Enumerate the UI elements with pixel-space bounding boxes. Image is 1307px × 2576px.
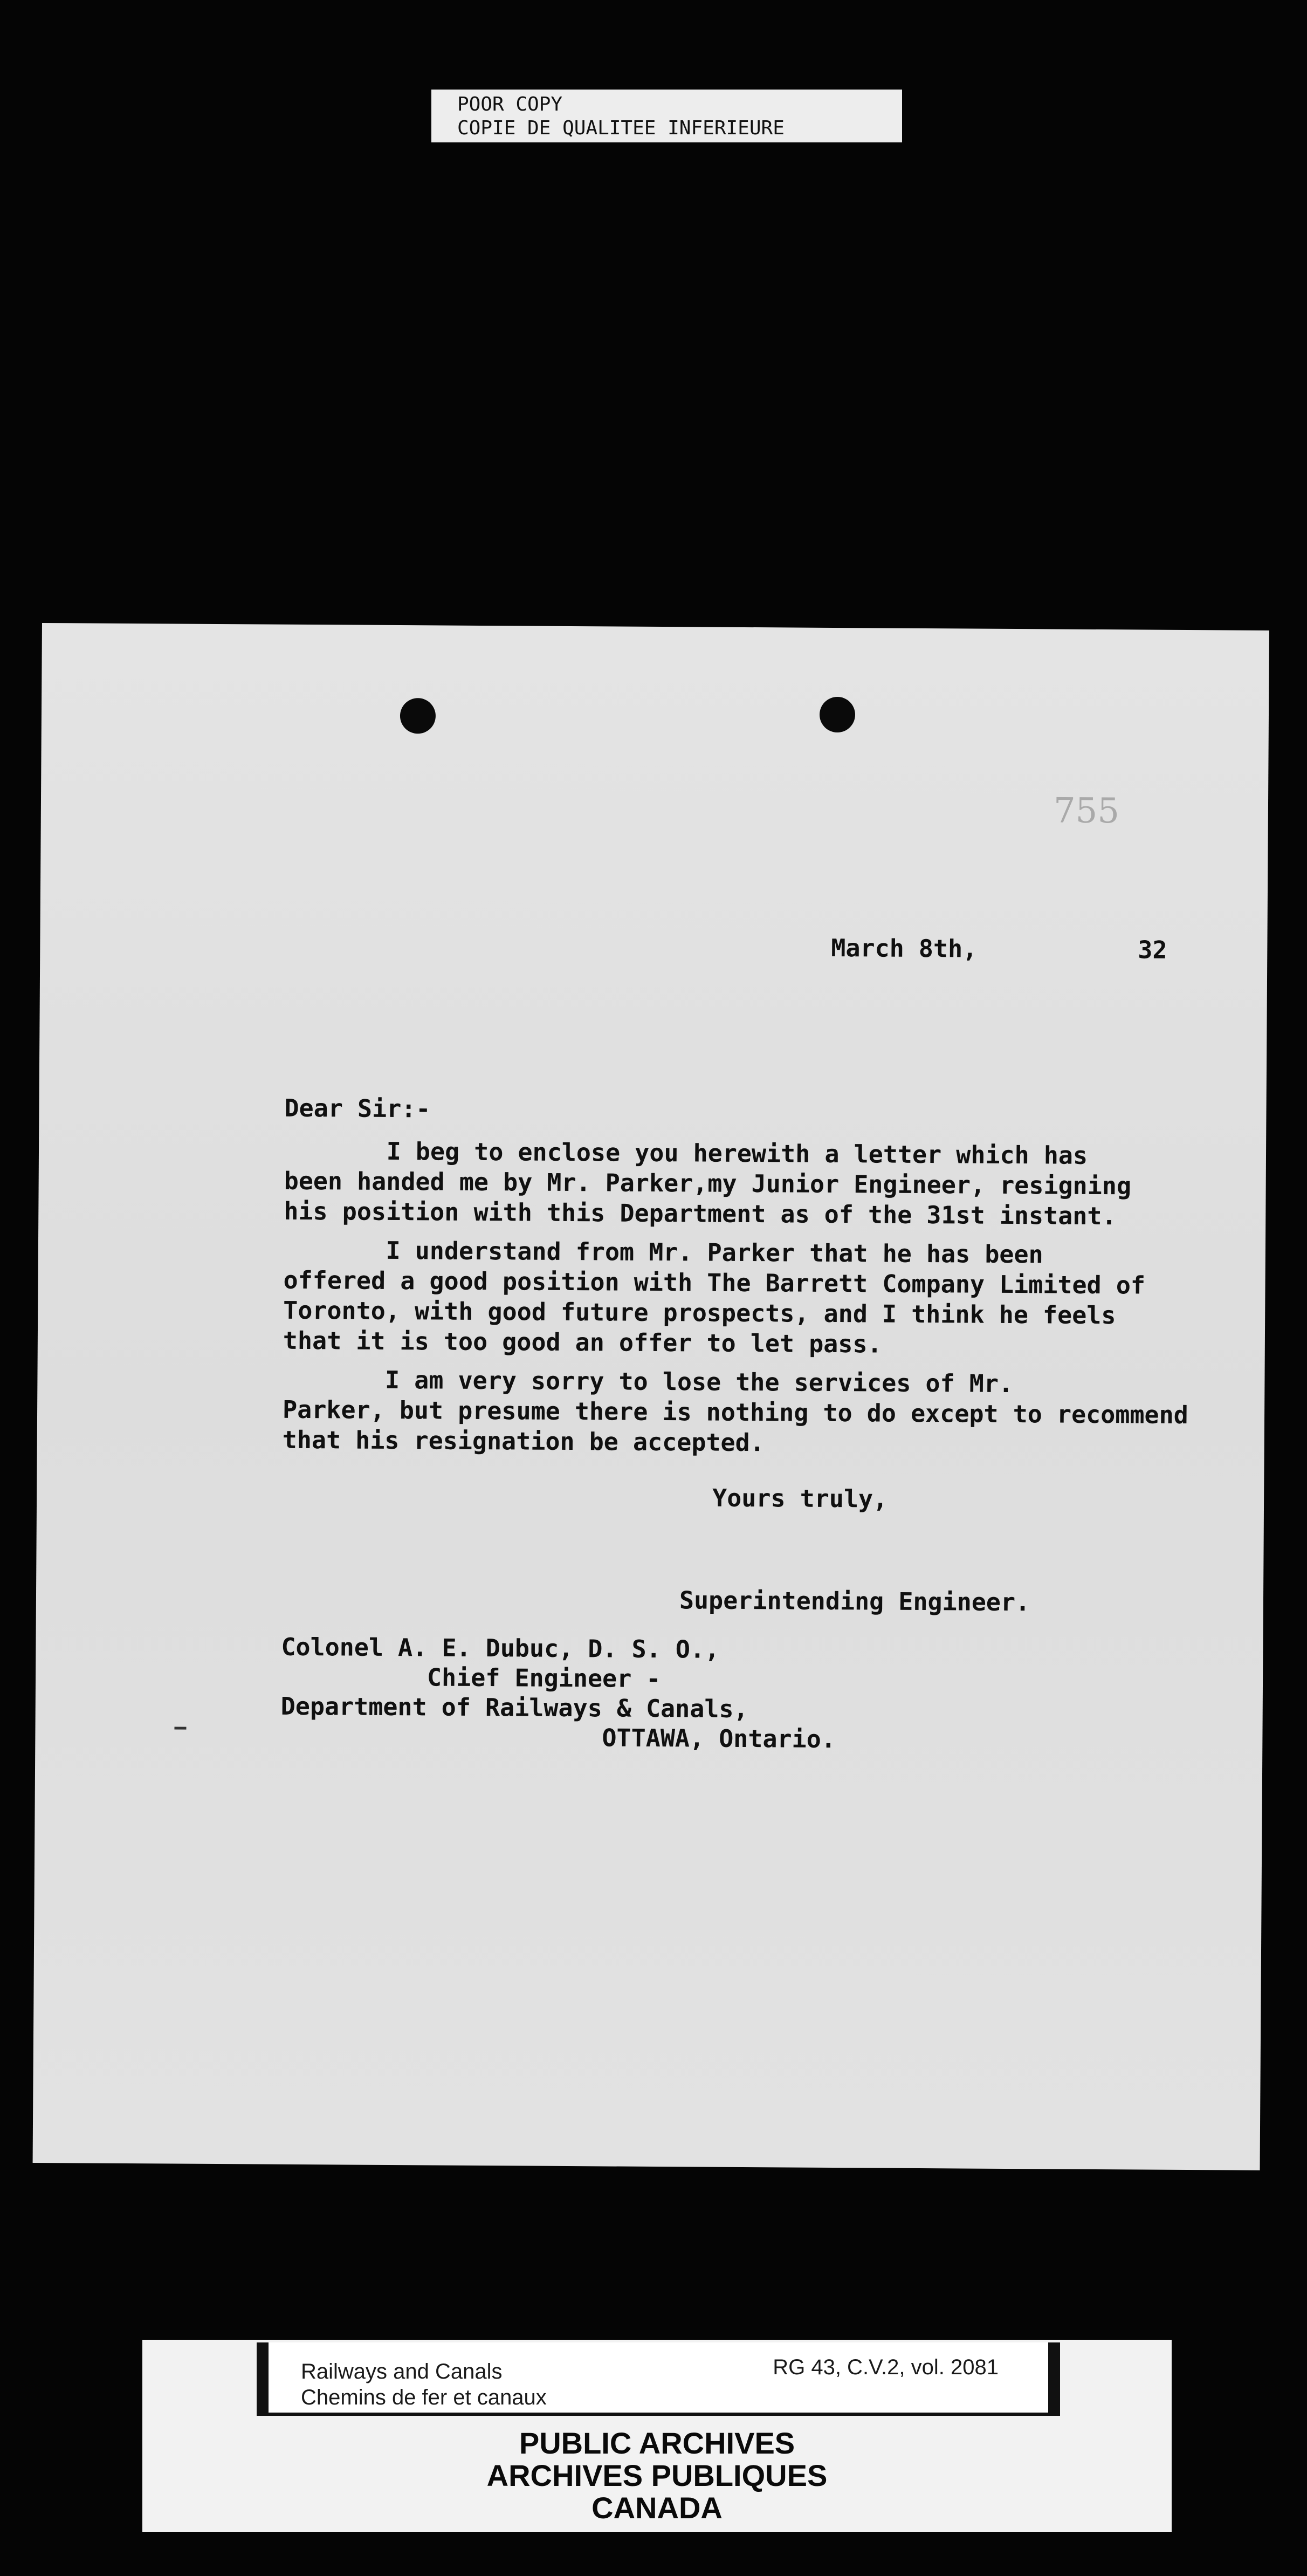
paragraph-line: his position with this Department as of the 31st instant. — [284, 1196, 1117, 1231]
paragraph-line: I beg to enclose you herewith a letter which has — [284, 1136, 1088, 1170]
punch-hole-right — [820, 697, 855, 732]
punch-hole-left — [400, 698, 436, 734]
addressee-line: Chief Engineer - — [280, 1662, 661, 1694]
addressee-line: Department of Railways & Canals, — [280, 1691, 748, 1724]
paragraph-line: I understand from Mr. Parker that he has been — [283, 1235, 1043, 1269]
addressee-block — [280, 1632, 836, 1754]
salutation: Dear Sir:- — [284, 1093, 431, 1123]
paragraph-3 — [283, 1365, 1270, 1461]
fonds-names — [301, 2359, 547, 2410]
page-number-stamp: 755 — [1053, 791, 1120, 832]
paragraph-line: Parker, but presume there is nothing to do except to recommend — [282, 1395, 1188, 1430]
paragraph-line: Toronto, with good future prospects, and I think he feels — [283, 1296, 1116, 1330]
poor-copy-notice — [431, 90, 902, 142]
paragraph-2 — [283, 1235, 1270, 1362]
letter-date: March 8th, — [831, 933, 978, 963]
addressee-line: Colonel A. E. Dubuc, D. S. O., — [281, 1632, 720, 1664]
paragraph-line: been handed me by Mr. Parker,my Junior Engineer, resigning — [284, 1166, 1132, 1201]
paragraph-line: that it is too good an offer to let pass. — [283, 1326, 882, 1359]
fonds-english: Railways and Canals — [301, 2360, 503, 2383]
closing: Yours truly, — [712, 1483, 888, 1513]
archive-country: CANADA — [591, 2491, 723, 2525]
fonds-french: Chemins de fer et canaux — [301, 2386, 547, 2409]
margin-mark — [174, 1727, 186, 1730]
paragraph-line: offered a good position with The Barrett Company Limited of — [283, 1265, 1146, 1300]
paragraph-1 — [284, 1136, 1271, 1232]
paragraph-line: I am very sorry to lose the services of Mr. — [283, 1365, 1014, 1399]
archive-name-english: PUBLIC ARCHIVES — [519, 2426, 795, 2460]
archive-reference: RG 43, C.V.2, vol. 2081 — [773, 2355, 999, 2379]
poor-copy-line-2: COPIE DE QUALITEE INFERIEURE — [457, 117, 785, 139]
archive-name — [142, 2427, 1172, 2524]
archive-name-french: ARCHIVES PUBLIQUES — [486, 2458, 828, 2492]
addressee-line: OTTAWA, Ontario. — [280, 1721, 836, 1754]
letter-page — [33, 623, 1269, 2170]
signer-title: Superintending Engineer. — [679, 1586, 1030, 1617]
paragraph-line: that his resignation be accepted. — [282, 1425, 765, 1457]
letter-year: 32 — [1138, 935, 1167, 964]
archive-reference-box — [257, 2342, 1060, 2416]
poor-copy-line-1: POOR COPY — [457, 93, 563, 115]
